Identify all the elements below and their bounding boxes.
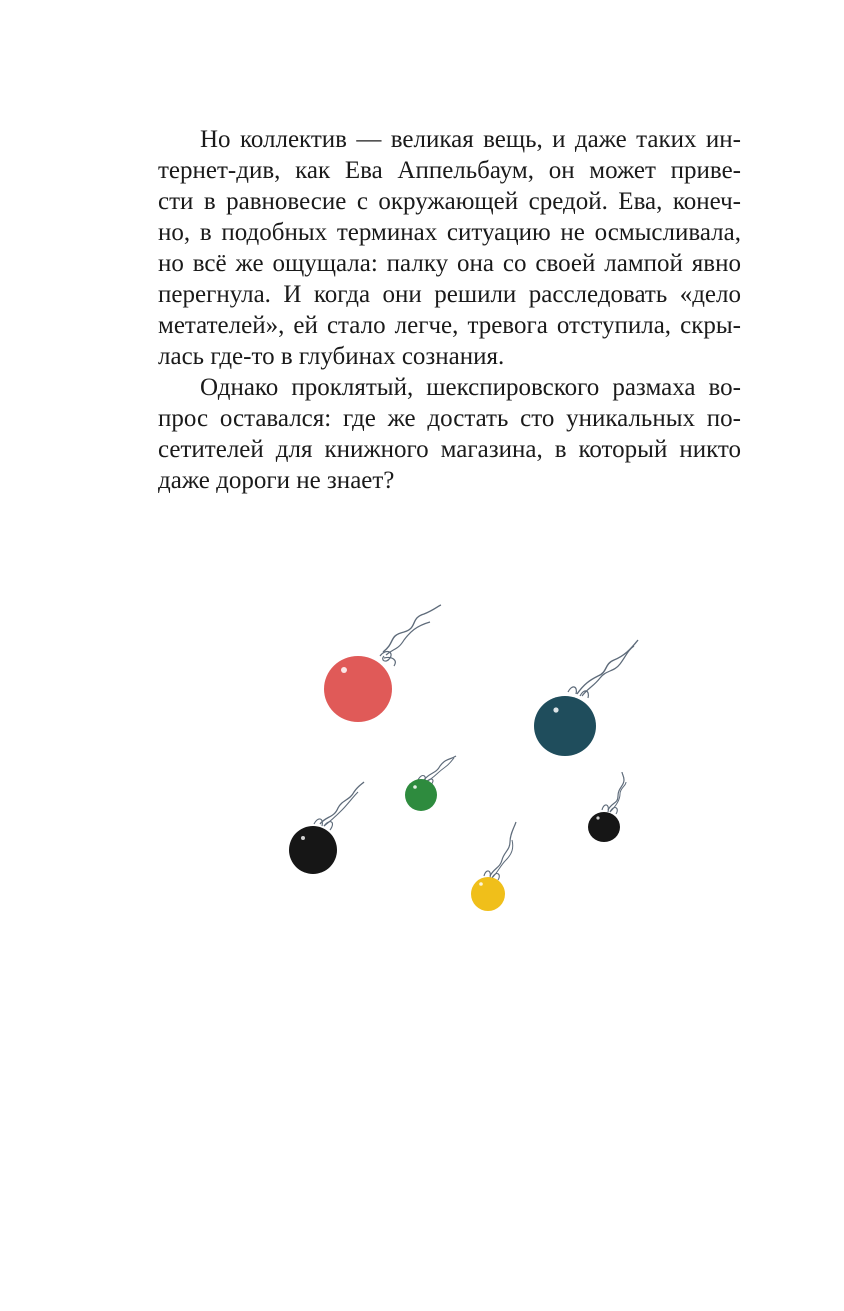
text-line: Но коллектив — великая вещь, и даже таких ин- [200, 126, 741, 153]
text-line: прос оставался: где же достать сто уникальных по- [158, 405, 741, 432]
text-line: но всё же ощущала: палку она со своей лампой явно [158, 250, 741, 277]
text-line: но, в подобных терминах ситуацию не осмысливала, [158, 219, 741, 246]
black-ornament-large-icon [289, 782, 364, 874]
text-line: тернет-див, как Ева Аппельбаум, он может приве- [158, 157, 741, 184]
text-line: сти в равновесие с окружающей средой. Ева, конеч- [158, 188, 741, 215]
text-line: сетителей для книжного магазина, в который никто [158, 436, 741, 463]
text-line: лась где-то в глубинах сознания. [158, 343, 505, 370]
green-ornament-icon [405, 756, 456, 811]
teal-ornament-icon [534, 640, 638, 756]
text-line: перегнула. И когда они решили расследовать «дело [158, 281, 741, 308]
black-ornament-small-icon [588, 772, 626, 842]
text-line: метателей», ей стало легче, тревога отступила, скры- [158, 312, 741, 339]
yellow-ornament-icon [471, 822, 516, 911]
text-line: даже дороги не знает? [158, 467, 395, 494]
text-line: Однако проклятый, шекспировского размаха во- [200, 374, 741, 401]
red-ornament-icon [324, 605, 441, 722]
